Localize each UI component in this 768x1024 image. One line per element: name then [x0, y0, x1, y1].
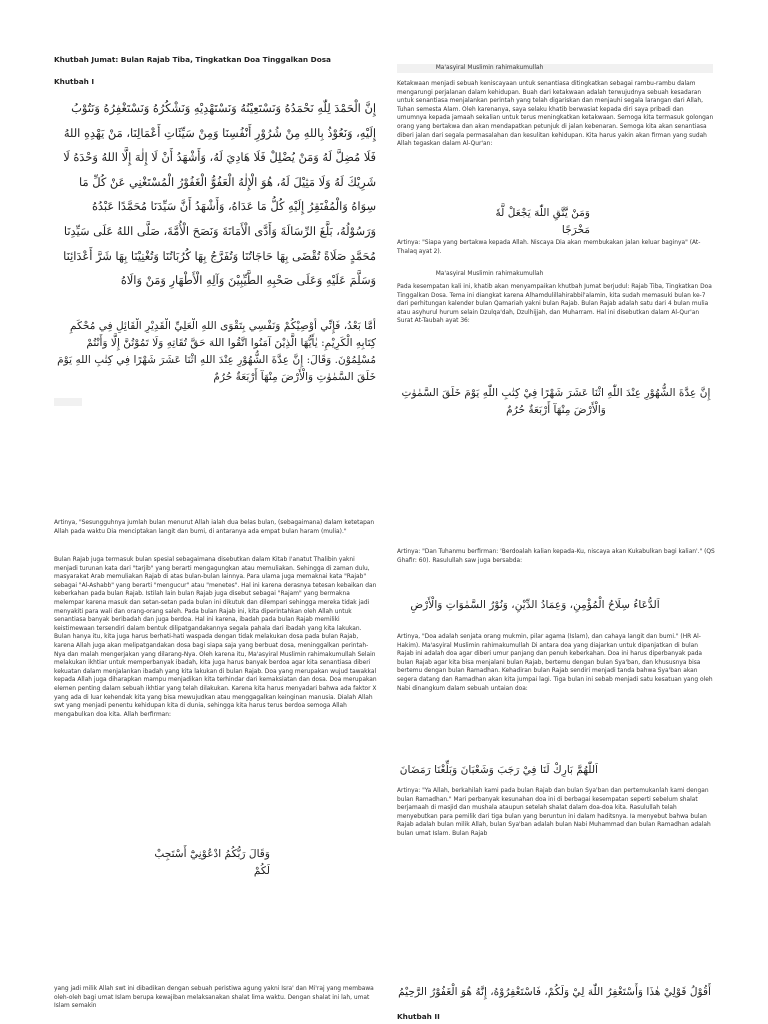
right-body-3: Artinya, "Doa adalah senjata orang mukmin, pilar agama (Islam), dan cahaya langit dan bumi." (HR Al-Hakim). Ma'asyiral Muslimin rahimakumullah Di antara doa yang diajarkan untuk dipanjatkan di bulan Rajab ini adalah doa agar diberi umur panjang dan penuh keberkahan. Doa ini harus diperbanyak pada bulan Rajab agar kita bisa menjalani bulan Rajab, bertemu dengan bulan Sya'ban, dan khususnya bisa bertemu dengan bulan Ramadhan. Kehadiran bulan Rajab sendiri menjadi tanda bahwa Sya'ban akan segera datang dan Ramadhan akan kita jumpai lagi. Tiga bulan ini sebab menjadi satu kesatuan yang oleh Nabi dinangkum dalam sebuah untaian doa:	[397, 634, 713, 692]
body-bottom-paragraph: yang jadi milik Allah swt ini dibadikan dengan sebuah peristiwa agung yakni Isra' dan Mi'raj yang membawa oleh-oleh bagi umat Islam berupa kewajiban melaksanakan shalat lima waktu. Dengan shalat ini lah, umat Islam semakin	[54, 986, 374, 1010]
body-paragraph: Bulan Rajab juga termasuk bulan spesial sebagaimana disebutkan dalam Kitab I'anatut Thalibin yakni menjadi turunan kata dari "tarjib" yang berarti mengagungkan atau memuliakan. Sehingga di zaman dulu, masyarakat Arab memuliakan Rajab di atas bulan-bulan lainnya. Para ulama juga memaknai kata "Rajab" sebagai "Al-Ashabb" yang berarti "mengucur" atau "menetes". Hal ini karena derasnya tetesan kebaikan dan keberkahan pada bulan Rajab. Istilah lain bulan Rajab juga disebut sebagai "Rajam" yang bermakna melempar karena masuk dan setan-setan pada bulan ini dikutuk dan dilempari sehingga mereka tidak jadi menyakiti para wali dan orang-orang saleh. Pada bulan Rajab ini, kita diperintahkan oleh Allah untuk senantiasa banyak beribadah dan juga berdoa. Hal ini karena, ibadah pada bulan Rajab memiliki keistimewaan tersendiri dalam bentuk dilipatgandakannya segala pahala dari ibadah yang kita lakukan. Bulan hanya itu, kita juga harus berhati-hati waspada dengan tidak melakukan dosa pada bulan Rajab, karena Allah juga akan melipatgandakan dosa bagi siapa saja yang berbuat dosa, meninggalkan perintah-Nya dan malah mengerjakan yang dilarang-Nya. Oleh karena itu, Ma'asyiral Muslimin rahimakumullah Selain melakukan ikhtiar untuk memperbanyak ibadah, kita juga harus banyak berdoa agar kita senantiasa diberi kekuatan dalam menjalankan ibadah yang kita lakukan di bulan Rajab. Doa yang merupakan wujud tawakkal kepada Allah juga diharapkan mampu menjadikan kita terhindar dari kemaksiatan dan dosa. Doa merupakan elemen penting dalam sebuah ikhtiar yang telah dilakukan. Karena kita harus menyadari bahwa ada faktor X yang ada di luar kehendak kita yang bisa mewujudkan atau menggagalkan keinginan manusia. Dialah Allah swt yang menjadi penentu kehidupan kita di dunia, sehingga kita harus terus berdoa semoga Allah mengabulkan doa kita. Allah berfirman:	[54, 557, 377, 718]
khutbah-2-heading: Khutbah II	[397, 1012, 440, 1021]
arabic-hadith: اَلدُّعَاءُ سِلَاحُ الْمُؤْمِنِ، وَعِمَادُ الدِّيْنِ، وَنُوْرُ السَّمٰوَاتِ وَالْأَرْضِ	[410, 599, 660, 611]
arabic-amma-badu-text: أَمَّا بَعْدُ، فَإِنِّي أُوْصِيْكُمْ وَنَفْسِي بِتَقْوَى اللهِ الْعَلِيِّ الْقَدِيْرِ الْقَائِلِ فِي مُحْكَمِ كِتَابِهِ الْكَرِيْمِ: يٰأَيُّهَا الَّذِيْنَ آمَنُوا اتَّقُوا اللهَ حَقَّ تُقَاتِهِ وَلَا تَمُوْتُنَّ إِلَّا وَأَنْتُمْ مُسْلِمُوْنَ. وَقَالَ: إِنَّ عِدَّةَ الشُّهُوْرِ عِنْدَ اللهِ اثْنَا عَشَرَ شَهْرًا فِي كِتٰبِ اللهِ يَوْمَ خَلَقَ السَّمٰوٰتِ وَالْأَرْضَ مِنْهَآ أَرْبَعَةٌ حُرُمٌ	[57, 320, 376, 383]
right-artinya-2: Artinya: "Dan Tuhanmu berfirman: 'Berdoalah kalian kepada-Ku, niscaya akan Kukabulkan bagi kalian'." (QS Ghafir: 60). Rasulullah saw juga bersabda:	[397, 549, 715, 564]
khutbah-1-heading: Khutbah I	[54, 77, 95, 86]
arabic-verse-1: وَمَنْ يَّتَّقِ اللّٰهَ يَجْعَلْ لَّهٗ مَخْرَجًا	[495, 207, 590, 236]
arabic-quote: وَقَالَ رَبُّكُمُ ادْعُوْنِيْٓ أَسْتَجِبْ لَكُمْ	[154, 848, 270, 877]
blank-marker	[54, 398, 82, 406]
arabic-closing: أَقُوْلُ قَوْلِيْ هٰذَا وَأَسْتَغْفِرُ اللّٰهَ لِيْ وَلَكُمْ، فَاسْتَغْفِرُوْهُ، إِنَّهُ هُوَ الْغَفُوْرُ الرَّحِيْمُ	[398, 986, 711, 998]
right-artinya-1: Artinya: "Siapa yang bertakwa kepada Allah. Niscaya Dia akan membukakan jalan keluar baginya" (At-Thalaq ayat 2).	[397, 240, 701, 255]
right-body-2: Pada kesempatan kali ini, khatib akan menyampaikan khutbah Jumat berjudul: Rajab Tiba, Tingkatkan Doa Tinggalkan Dosa. Tema ini diangkat karena Alhamdulillahirabbil'alamin, kita sudah memasuki bulan ke-7 dari perhitungan kalender bulan Qamariah yakni bulan Rajab. Bulan Rajab adalah satu dari 4 bulan mulia atau asyhurul hurum selain Dzulqa'dah, Dzulhijjah, dan Muharram. Hal ini disebutkan dalam Al-Qur'an Surat At-Taubah ayat 36:	[397, 284, 712, 325]
arabic-doa: اَللّٰهُمَّ بَارِكْ لَنَا فِيْ رَجَبَ وَشَعْبَانَ وَبَلِّغْنَا رَمَضَانَ	[399, 764, 598, 776]
greeting-1: Ma'asyiral Muslimin rahimakumullah	[435, 65, 544, 71]
arabic-verse-2: إِنَّ عِدَّةَ الشُّهُوْرِ عِنْدَ اللّٰهِ اثْنَا عَشَرَ شَهْرًا فِيْ كِتٰبِ اللّٰهِ يَوْمَ خَلَقَ السَّمٰوٰتِ وَالْأَرْضَ مِنْهَآ أَرْبَعَةٌ حُرُمٌ	[401, 387, 711, 416]
page-title: Khutbah Jumat: Bulan Rajab Tiba, Tingkatkan Doa Tinggalkan Dosa	[54, 55, 331, 64]
artinya-paragraph: Artinya, "Sesungguhnya jumlah bulan menurut Allah ialah dua belas bulan, (sebagaimana) dalam ketetapan Allah pada waktu Dia menciptakan langit dan bumi, di antaranya ada empat bulan haram (mulia)."	[54, 520, 375, 535]
arabic-opening-text: إِنَّ الْحَمْدَ لِلّٰهِ نَحْمَدُهُ وَنَسْتَعِيْنُهُ وَنَسْتَهْدِيْهِ وَنَشْكُرُهُ وَنَسْتَغْفِرُهُ وَنَتُوْبُ إِلَيْهِ، وَنَعُوْذُ بِاللهِ مِنْ شُرُوْرِ أَنْفُسِنَا وَمِنْ سَيِّئَاتِ أَعْمَالِنَا، مَنْ يَهْدِهِ اللهُ فَلَا مُضِلَّ لَهُ وَمَنْ يُضْلِلْ فَلَا هَادِيَ لَهُ، وَأَشْهَدُ أَنْ لَا إِلٰهَ إِلَّا اللهُ وَحْدَهُ لَا شَرِيْكَ لَهُ وَلَا مَثِيْلَ لَهُ، هُوَ الْإِلٰهُ الْعَفُوُّ الْغَفُوْرُ الْمُسْتَغْنِي عَنْ كُلِّ مَا سِوَاهُ وَالْمُفْتَقِرُ إِلَيْهِ كُلُّ مَا عَدَاهُ، وَأَشْهَدُ أَنَّ سَيِّدَنَا مُحَمَّدًا عَبْدُهُ وَرَسُوْلُهُ، بَلَّغَ الرِّسَالَةَ وَأَدَّى الْأَمَانَةَ وَنَصَحَ الْأُمَّةَ، صَلَّى اللهُ عَلَى سَيِّدِنَا مُحَمَّدٍ صَلَاةً تُقْضَى بِهَا حَاجَاتُنَا وَتُفَرَّجُ بِهَا كُرُبَاتُنَا وَتُغْنِيْنَا بِهَا شَرَّ أَعْدَائِنَا وَسَلَّمَ عَلَيْهِ وَعَلَى صَحْبِهِ الطَّيِّبِيْنَ وَآلِهِ الْأَطْهَارِ وَمَنْ وَالَاهُ	[63, 101, 376, 288]
right-body-1: Ketakwaan menjadi sebuah keniscayaan untuk senantiasa ditingkatkan sebagai rambu-rambu dalam mengarungi perjalanan dalam kehidupan. Buah dari ketakwaan adalah terwujudnya sebuah kesadaran untuk senantiasa menjalankan perintah yang telah digariskan dan menjauhi segala larangan dari Allah, Tuhan semesta Alam. Oleh karenanya, saya selaku khatib berwasiat kepada diri saya pribadi dan umumnya kepada jamaah sekalian untuk terus meningkatkan ketakwaan. Semoga kita termasuk golongan orang yang bertakwa dan akan mendapatkan petunjuk di jalan kebenaran. Semoga kita akan senantiasa diberi jalan dari segala permasalahan dan kesulitan kehidupan. Kita harus yakin akan firman yang sudah Allah tegaskan dalam Al-Qur'an:	[397, 81, 714, 148]
right-body-4: Artinya: "Ya Allah, berkahilah kami pada bulan Rajab dan bulan Sya'ban dan pertemukanlah kami dengan bulan Ramadhan." Mari perbanyak kesunahan doa ini di berbagai kesempatan seperti sebelum shalat berjamaah di masjid dan mushala ataupun setelah shalat dalam doa-doa kita. Rasulullah telah menyebutkan para pemilik dari tiga bulan yang beruntun ini dalam haditsnya. Ia menyebut bahwa bulan Rajab adalah bulan milik Allah, bulan Sya'ban adalah bulan Nabi Muhammad dan bulan Ramadhan adalah bulan umat Islam. Bulan Rajab	[397, 788, 711, 837]
greeting-2: Ma'asyiral Muslimin rahimakumullah	[435, 271, 544, 277]
